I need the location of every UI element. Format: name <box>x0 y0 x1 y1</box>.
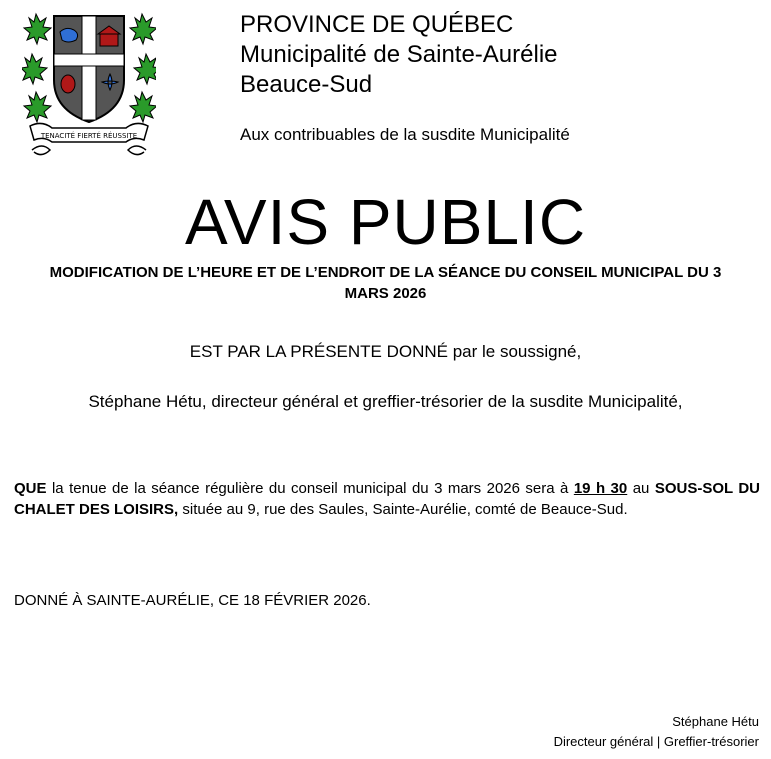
meeting-place: SOUS-SOL DU CHALET DES LOISIRS, <box>14 480 760 518</box>
maple-leaf-left-low-icon <box>24 92 51 122</box>
municipal-crest-logo <box>22 10 156 158</box>
maple-leaf-left-top-icon <box>24 14 51 44</box>
meeting-time: 19 h 30 <box>573 480 628 497</box>
resolution-text-2: au <box>627 480 655 497</box>
given-date-line: DONNÉ À SAINTE-AURÉLIE, CE 18 FÉVRIER 2026. <box>14 592 371 609</box>
signature-block <box>554 712 759 752</box>
signature-name: Stéphane Hétu <box>672 714 759 729</box>
notice-subject: MODIFICATION DE L’HEURE ET DE L’ENDROIT DE LA SÉANCE DU CONSEIL MUNICIPAL DU 3 MARS 2026 <box>49 264 722 302</box>
resolution-lead: QUE <box>14 480 47 497</box>
shield-icon <box>54 16 124 122</box>
motto-scroll <box>30 123 148 142</box>
addressee-line: Aux contribuables de la susdite Municipalité <box>240 125 570 144</box>
svg-text:TENACITÉ FIERTÉ RÉUSSITE: TENACITÉ FIERTÉ RÉUSSITE <box>40 132 138 140</box>
maple-leaf-right-mid-icon <box>134 54 156 84</box>
maple-leaf-right-top-icon <box>130 14 156 44</box>
notice-title: AVIS PUBLIC <box>184 186 587 258</box>
maple-leaf-right-low-icon <box>130 92 156 122</box>
signature-title: Directeur général | Greffier-trésorier <box>553 734 759 749</box>
signatory-line: Stéphane Hétu, directeur général et greffier-trésorier de la susdite Municipalité, <box>88 392 683 411</box>
ornament-left <box>32 146 50 155</box>
resolution-text-3: située au 9, rue des Saules, Sainte-Aurélie, comté de Beauce-Sud. <box>178 501 628 518</box>
resolution-paragraph <box>14 478 760 520</box>
region-line: Beauce-Sud <box>240 71 373 98</box>
province-line: PROVINCE DE QUÉBEC <box>240 11 514 38</box>
municipality-line: Municipalité de Sainte-Aurélie <box>240 41 558 68</box>
resolution-text-1: la tenue de la séance régulière du conseil municipal du 3 mars 2026 sera à <box>46 480 574 497</box>
maple-leaf-left-mid-icon <box>22 54 47 84</box>
ornament-right <box>128 146 146 155</box>
declaration-line: EST PAR LA PRÉSENTE DONNÉ par le soussigné, <box>189 342 582 361</box>
header-block <box>240 10 558 100</box>
